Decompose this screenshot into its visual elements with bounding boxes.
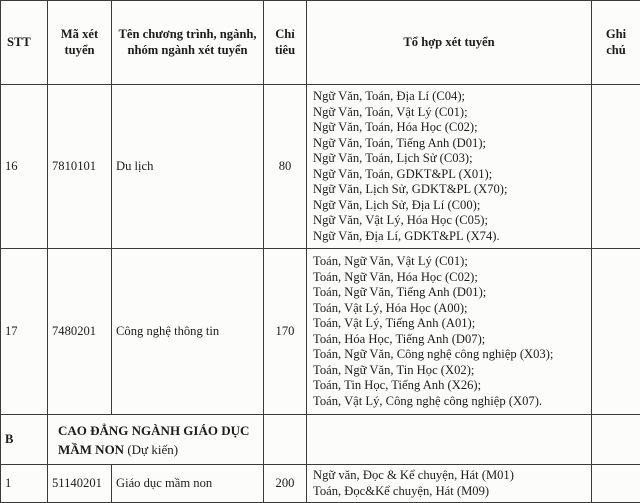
combo-item: Ngữ Văn, Vật Lý, Hóa Học (C05); xyxy=(313,213,488,227)
header-quota: Chỉ tiêu xyxy=(264,1,307,85)
row-combos xyxy=(307,465,592,503)
row-stt: 1 xyxy=(1,465,48,503)
section-title-text: CAO ĐẲNG NGÀNH GIÁO DỤC MẦM NON xyxy=(58,422,250,457)
section-row xyxy=(1,415,640,465)
row-program: Du lịch xyxy=(112,85,264,249)
combo-item: Toán, Ngữ Văn, Tin Học (X02); xyxy=(313,362,475,377)
combo-item: Ngữ Văn, Toán, Hóa Học (C02); xyxy=(313,120,478,134)
section-title-cell xyxy=(48,415,264,465)
combo-item: Ngữ Văn, Lịch Sử, GDKT&PL (X70); xyxy=(313,182,508,196)
combo-item: Toán, Hóa Học, Tiếng Anh (D07); xyxy=(313,331,486,346)
table-row xyxy=(1,249,640,415)
row-code: 7480201 xyxy=(48,249,112,415)
row-code: 51140201 xyxy=(48,465,112,503)
row-code: 7810101 xyxy=(48,85,112,249)
combo-item: Ngữ Văn, Lịch Sử, Địa Lí (C00); xyxy=(313,197,481,212)
row-stt: 17 xyxy=(1,249,48,415)
table-row xyxy=(1,465,640,503)
row-note xyxy=(592,85,640,249)
header-program: Tên chương trình, ngành, nhóm ngành xét tuyển xyxy=(112,1,264,85)
row-stt: 16 xyxy=(1,85,48,249)
combo-item: Toán, Vật Lý, Hóa Học (A00); xyxy=(313,300,468,315)
combo-item: Ngữ Văn, Toán, Tiếng Anh (D01); xyxy=(313,135,487,150)
header-note: Ghi chú xyxy=(592,1,640,85)
combo-item: Ngữ Văn, Toán, Địa Lí (C04); xyxy=(313,89,466,103)
section-note xyxy=(592,415,640,465)
row-note xyxy=(592,249,640,415)
row-quota: 200 xyxy=(264,465,307,503)
combo-item: Ngữ Văn, Toán, GDKT&PL (X01); xyxy=(313,166,493,181)
combo-item: Toán, Vật Lý, Công nghệ công nghiệp (X07). xyxy=(313,393,543,408)
section-stt: B xyxy=(1,415,48,465)
header-row xyxy=(1,1,640,85)
combo-item: Ngữ Văn, Toán, Lịch Sử (C03); xyxy=(313,151,473,165)
row-note xyxy=(592,465,640,503)
row-combos xyxy=(307,85,592,249)
combo-item: Toán, Ngữ Văn, Vật Lý (C01); xyxy=(313,254,468,268)
row-program: Giáo dục mầm non xyxy=(112,465,264,503)
section-title-suffix: (Dự kiến) xyxy=(127,441,179,457)
combo-item: Ngữ Văn, Toán, Vật Lý (C01); xyxy=(313,104,468,119)
combo-item: Toán, Ngữ Văn, Tiếng Anh (D01); xyxy=(313,285,487,299)
section-combos xyxy=(307,415,592,465)
combo-item: Ngữ Văn, Địa Lí, GDKT&PL (X74). xyxy=(313,228,500,243)
combo-item: Toán, Đọc&Kể chuyện, Hát (M09) xyxy=(313,483,490,498)
section-title xyxy=(58,423,249,457)
row-combos xyxy=(307,249,592,415)
table-row xyxy=(1,85,640,249)
header-stt: STT xyxy=(1,1,48,85)
combo-item: Toán, Tin Học, Tiếng Anh (X26); xyxy=(313,378,482,392)
section-quota xyxy=(264,415,307,465)
row-quota: 170 xyxy=(264,249,307,415)
header-combos: Tổ hợp xét tuyển xyxy=(307,1,592,85)
combo-item: Toán, Ngữ Văn, Công nghệ công nghiệp (X03); xyxy=(313,347,554,361)
combo-item: Ngữ văn, Đọc & Kể chuyện, Hát (M01) xyxy=(313,468,514,482)
row-quota: 80 xyxy=(264,85,307,249)
combo-item: Toán, Vật Lý, Tiếng Anh (A01); xyxy=(313,316,476,330)
combo-item: Toán, Ngữ Văn, Hóa Học (C02); xyxy=(313,269,478,284)
row-program: Công nghệ thông tin xyxy=(112,249,264,415)
header-code: Mã xét tuyển xyxy=(48,1,112,85)
